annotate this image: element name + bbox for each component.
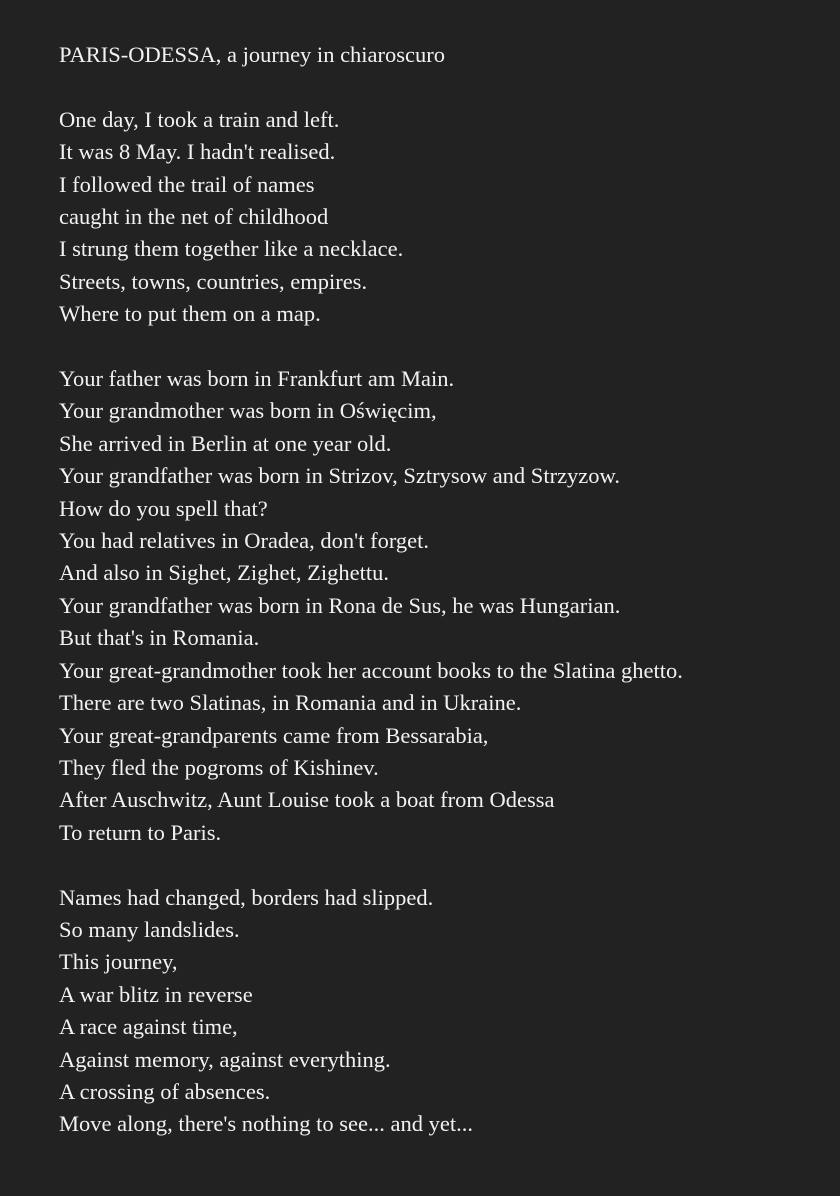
poem-line: Your great-grandmother took her account books to the Slatina ghetto.: [59, 657, 683, 683]
poem-line: One day, I took a train and left.: [59, 106, 340, 132]
poem-line: Against memory, against everything.: [59, 1046, 391, 1072]
poem-line: Your grandmother was born in Oświęcim,: [59, 398, 437, 424]
poem-line: Your father was born in Frankfurt am Main.: [59, 366, 455, 392]
poem-line: Your grandfather was born in Strizov, Sztrysow and Strzyzow.: [59, 463, 620, 489]
poem-line: Your great-grandparents came from Bessarabia,: [59, 722, 489, 748]
poem-line: So many landslides.: [59, 916, 240, 942]
poem-line: caught in the net of childhood: [59, 204, 329, 230]
poem-line: A crossing of absences.: [59, 1078, 271, 1104]
poem-line: I followed the trail of names: [59, 171, 315, 197]
poem-line: It was 8 May. I hadn't realised.: [59, 139, 336, 165]
poem-line: To return to Paris.: [59, 819, 222, 845]
poem-title: PARIS-ODESSA, a journey in chiaroscuro: [59, 42, 446, 67]
poem-line: How do you spell that?: [59, 495, 268, 521]
poem-line: A war blitz in reverse: [59, 981, 253, 1007]
poem-line: Your grandfather was born in Rona de Sus, he was Hungarian.: [59, 592, 621, 618]
poem-line: A race against time,: [59, 1014, 238, 1040]
poem-line: Names had changed, borders had slipped.: [59, 884, 434, 910]
poem-line: She arrived in Berlin at one year old.: [59, 430, 392, 456]
stanza-1: [59, 104, 840, 331]
poem-line: Move along, there's nothing to see... and yet...: [59, 1111, 473, 1137]
poem-line: You had relatives in Oradea, don't forget.: [59, 528, 430, 554]
poem-line: Where to put them on a map.: [59, 301, 321, 327]
stanza-2: [59, 363, 840, 849]
poem-line: But that's in Romania.: [59, 625, 260, 651]
stanza-3: [59, 882, 840, 1141]
poem-line: I strung them together like a necklace.: [59, 236, 404, 262]
poem-line: And also in Sighet, Zighet, Zighettu.: [59, 560, 389, 586]
poem-line: This journey,: [59, 949, 178, 975]
poem-line: Streets, towns, countries, empires.: [59, 268, 368, 294]
poem-line: After Auschwitz, Aunt Louise took a boat from Odessa: [59, 787, 555, 813]
poem-line: There are two Slatinas, in Romania and in Ukraine.: [59, 690, 522, 716]
poem-line: They fled the pogroms of Kishinev.: [59, 754, 379, 780]
